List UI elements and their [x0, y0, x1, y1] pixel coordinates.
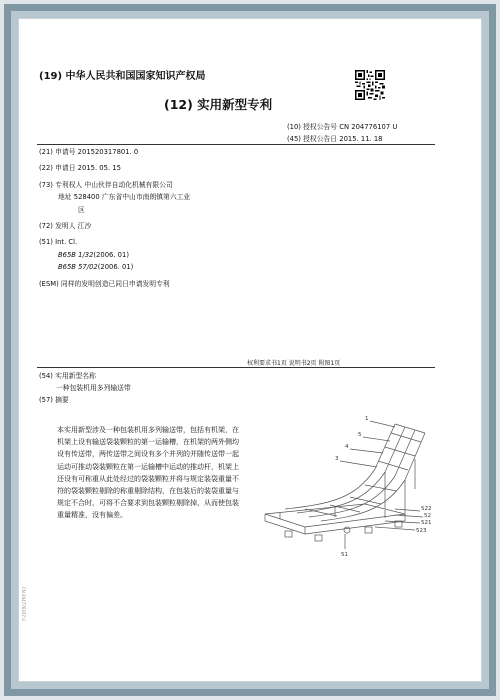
ipc-code-1: B65B 1/32: [58, 250, 94, 259]
publication-number: (10) 授权公告号 CN 204776107 U: [287, 123, 398, 131]
figure-label-523: 523: [416, 528, 427, 534]
address-line-1: 地址 528400 广东省中山市南朗镇第六工业: [58, 193, 191, 202]
ipc-version-1: (2006. 01): [93, 250, 129, 259]
inventor: (72) 发明人 江沙: [39, 222, 92, 231]
abstract-label: (57) 摘要: [39, 396, 69, 404]
title-block: [39, 370, 131, 406]
page-counts: 权利要求书1页 说明书2页 附图1页: [247, 360, 341, 367]
address-line-2: 区: [78, 205, 85, 214]
int-cl-label: (51) Int. Cl.: [39, 238, 78, 247]
figure-label-3: 3: [335, 456, 339, 462]
figure-label-4: 4: [345, 444, 349, 450]
issuing-office: (19) 中华人民共和国国家知识产权局: [39, 71, 206, 82]
header-rule: [37, 144, 435, 145]
figure-label-1: 1: [365, 416, 369, 422]
publication-date: (45) 授权公告日 2015. 11. 18: [287, 135, 383, 143]
utility-model-title: 一种包装机用多列输送带: [56, 384, 131, 392]
ipc-code-2: B65B 57/02: [58, 263, 98, 272]
ipc-version-2: (2006. 01): [97, 263, 134, 272]
patentee: (73) 专利权人 中山伙伴自动化机械有限公司: [39, 180, 173, 189]
bibliographic-fields: [39, 146, 190, 290]
document-type: (12) 实用新型专利: [164, 97, 273, 112]
figure-label-5: 5: [358, 432, 362, 438]
publication-info: [287, 121, 397, 145]
figure-label-52: 52: [424, 513, 431, 519]
figure-label-522: 522: [421, 506, 432, 512]
filing-date: (22) 申请日 2015. 05. 15: [39, 164, 121, 173]
abstract-text: 本实用新型涉及一种包装机用多列输送带，包括有机架，在机架上设有输送袋装颗粒的第一运输槽，在机架的两外侧均设有传送带，两传送带之间设有多个并列的并随传送带一起运动可推动袋装颗粒在第一运输槽中运动的推动杆，机架上还设有可称重从此处经过的袋装颗粒并将与规定装袋重量不符的袋装颗粒剔除的称重剔除结构，在包装后的装袋重量与规定不合时，可将不合要求到包装颗粒剔除掉，从而使包装重量精准，没有偏差。: [57, 426, 239, 520]
figure-label-521: 521: [421, 520, 432, 526]
conveyor-drawing: [245, 409, 435, 559]
application-number: (21) 申请号 201520317801. 0: [39, 148, 139, 156]
esm-note: (ESM) 同样的发明创造已同日申请发明专利: [39, 279, 170, 288]
ipc-entry-1: [39, 249, 190, 261]
qr-code: [355, 70, 385, 100]
margin-note: CN 204776107 U: [21, 587, 26, 622]
figure-label-51: 51: [341, 552, 348, 558]
ipc-entry-2: [39, 261, 190, 273]
title-label: (54) 实用新型名称: [39, 372, 96, 380]
patent-page: [18, 18, 482, 682]
section-rule: [37, 367, 435, 368]
